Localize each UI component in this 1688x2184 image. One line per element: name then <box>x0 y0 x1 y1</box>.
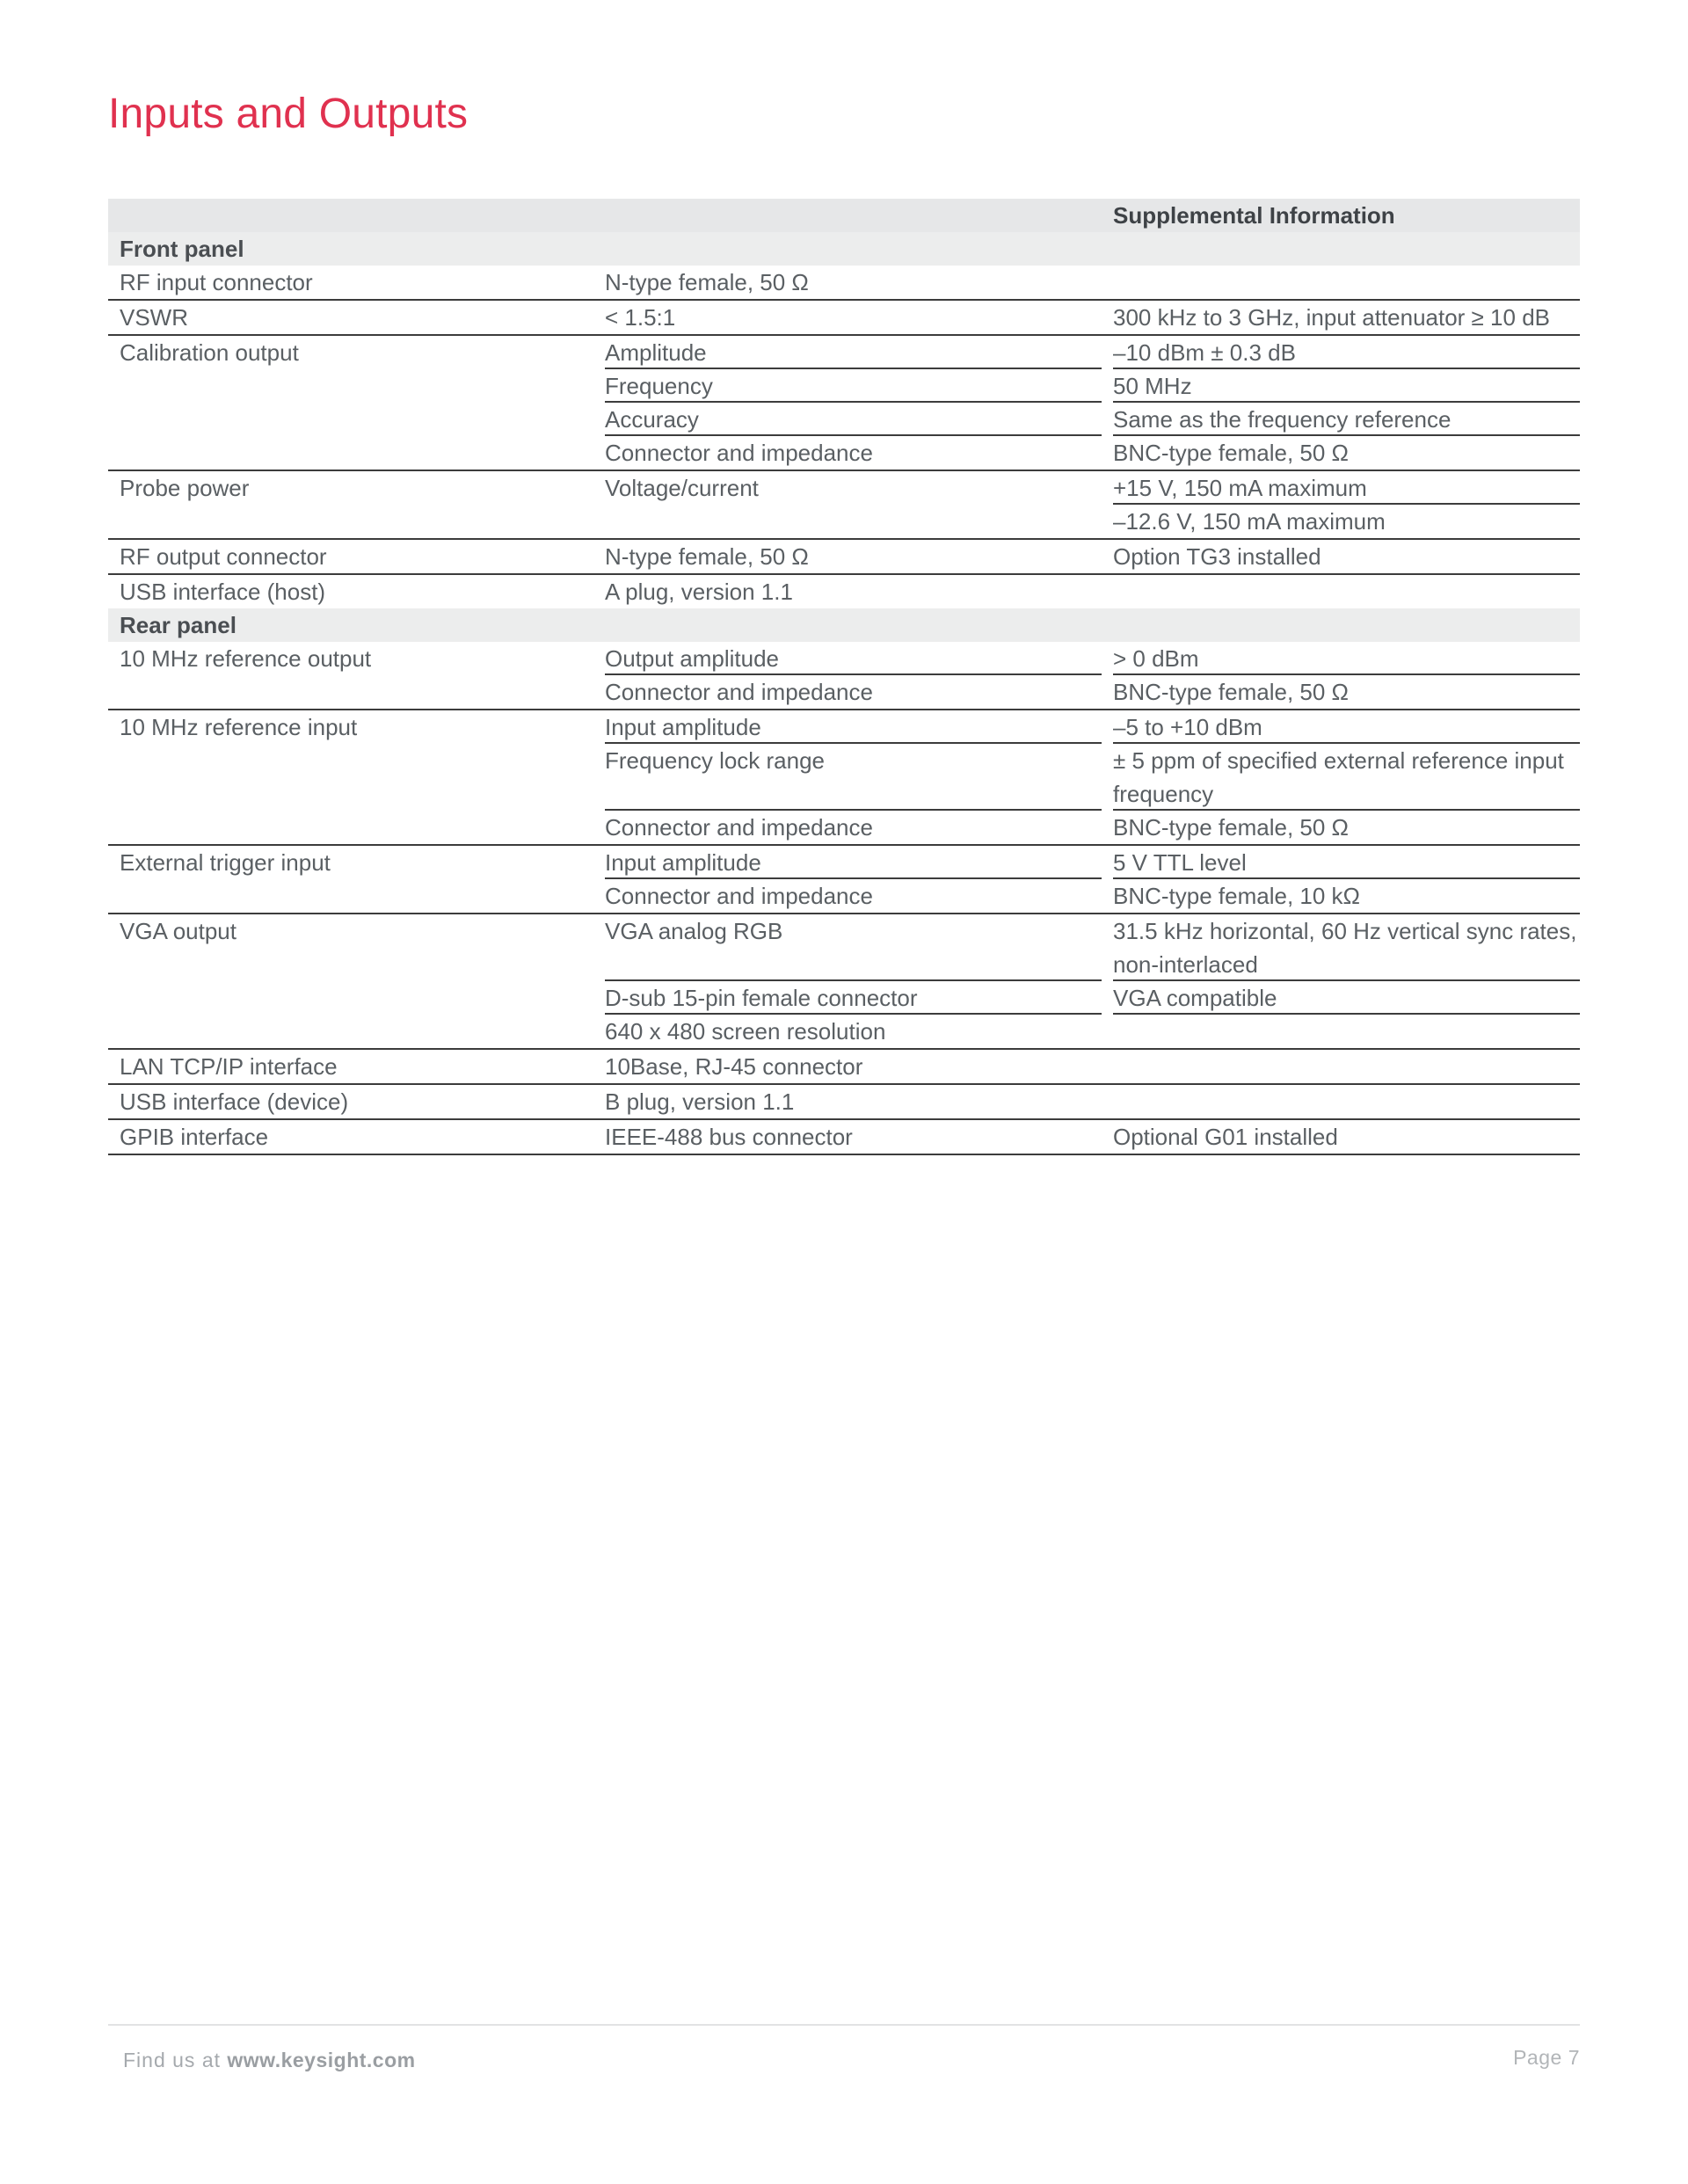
row-supplemental: BNC-type female, 50 Ω <box>1102 811 1580 845</box>
section-row-front-panel <box>108 232 1580 266</box>
row-value: 10Base, RJ-45 connector <box>593 1049 1102 1084</box>
section-label: Front panel <box>108 232 1580 266</box>
row-label: 10 MHz reference input <box>108 710 593 845</box>
row-label: USB interface (host) <box>120 579 326 605</box>
row-value: Output amplitude <box>593 642 1102 675</box>
row-value: Amplitude <box>593 335 1102 369</box>
row-value: Connector and impedance <box>593 675 1102 710</box>
row-label: RF output connector <box>108 539 593 574</box>
row-supplemental <box>1102 266 1580 300</box>
table-row <box>108 710 1580 744</box>
table-header-row <box>108 199 1580 232</box>
footer-website-link[interactable]: www.keysight.com <box>227 2049 416 2071</box>
row-value: Accuracy <box>593 403 1102 436</box>
row-supplemental <box>1102 574 1580 608</box>
table-row <box>108 642 1580 675</box>
table-row <box>108 1084 1580 1119</box>
row-value: N-type female, 50 Ω <box>593 266 1102 300</box>
row-value: Connector and impedance <box>593 811 1102 845</box>
row-supplemental: BNC-type female, 10 kΩ <box>1102 879 1580 914</box>
row-supplemental: VGA compatible <box>1102 981 1580 1015</box>
page-number: Page 7 <box>1513 2046 1580 2069</box>
row-supplemental: Same as the frequency reference <box>1102 403 1580 436</box>
row-value: VGA analog RGB <box>593 914 1102 981</box>
footer-prefix: Find us at <box>123 2049 228 2071</box>
row-supplemental: ± 5 ppm of specified external reference input frequency <box>1102 744 1580 811</box>
row-label: GPIB interface <box>108 1119 593 1154</box>
header-cell <box>108 199 593 232</box>
table-row <box>108 1049 1580 1084</box>
row-supplemental: –10 dBm ± 0.3 dB <box>1102 335 1580 369</box>
header-cell <box>593 199 1102 232</box>
table-row <box>108 574 1580 608</box>
row-value: Connector and impedance <box>593 879 1102 914</box>
table-row <box>108 845 1580 879</box>
row-value: Input amplitude <box>593 845 1102 879</box>
row-supplemental: Optional G01 installed <box>1102 1119 1580 1154</box>
row-supplemental: 31.5 kHz horizontal, 60 Hz vertical sync rates, non-interlaced <box>1102 914 1580 981</box>
page-title: Inputs and Outputs <box>108 91 469 137</box>
row-supplemental: 50 MHz <box>1102 369 1580 403</box>
row-supplemental: 300 kHz to 3 GHz, input attenuator ≥ 10 dB <box>1102 300 1580 335</box>
row-supplemental <box>1102 1049 1580 1084</box>
row-supplemental: 5 V TTL level <box>1102 845 1580 879</box>
table-row <box>108 914 1580 981</box>
table-row <box>108 1119 1580 1154</box>
row-value: N-type female, 50 Ω <box>593 539 1102 574</box>
row-value: IEEE-488 bus connector <box>593 1119 1102 1154</box>
row-label: VGA output <box>108 914 593 1049</box>
row-label: External trigger input <box>108 845 593 914</box>
specifications-table <box>108 199 1580 1155</box>
row-value: < 1.5:1 <box>593 300 1102 335</box>
row-value: Voltage/current <box>593 470 1102 539</box>
footer-divider <box>108 2024 1580 2026</box>
row-label: USB interface (device) <box>108 1084 593 1119</box>
table-row <box>108 539 1580 574</box>
footer-find-us <box>123 2049 416 2072</box>
row-label: VSWR <box>108 300 593 335</box>
row-supplemental: –5 to +10 dBm <box>1102 710 1580 744</box>
table-row <box>108 266 1580 300</box>
row-supplemental <box>1102 1084 1580 1119</box>
row-value: Connector and impedance <box>593 436 1102 470</box>
row-value: Frequency lock range <box>593 744 1102 811</box>
row-label: 10 MHz reference output <box>108 642 593 710</box>
header-cell-supplemental: Supplemental Information <box>1102 199 1580 232</box>
section-label: Rear panel <box>108 608 1580 642</box>
row-supplemental <box>1102 1015 1580 1049</box>
row-label: RF input connector <box>108 266 593 300</box>
table-row <box>108 470 1580 505</box>
section-row-rear-panel <box>108 608 1580 642</box>
row-value: Frequency <box>593 369 1102 403</box>
row-label: LAN TCP/IP interface <box>108 1049 593 1084</box>
row-value: B plug, version 1.1 <box>593 1084 1102 1119</box>
row-supplemental: +15 V, 150 mA maximum <box>1102 470 1580 505</box>
row-supplemental: BNC-type female, 50 Ω <box>1102 675 1580 710</box>
row-supplemental: > 0 dBm <box>1102 642 1580 675</box>
row-value: D-sub 15-pin female connector <box>593 981 1102 1015</box>
table-row <box>108 335 1580 369</box>
row-supplemental: Option TG3 installed <box>1102 539 1580 574</box>
row-label: Probe power <box>108 470 593 539</box>
table-row <box>108 300 1580 335</box>
row-supplemental: –12.6 V, 150 mA maximum <box>1102 505 1580 539</box>
row-supplemental: BNC-type female, 50 Ω <box>1102 436 1580 470</box>
row-value: A plug, version 1.1 <box>605 579 793 605</box>
row-value: 640 x 480 screen resolution <box>593 1015 1102 1049</box>
row-value: Input amplitude <box>593 710 1102 744</box>
row-label: Calibration output <box>108 335 593 470</box>
